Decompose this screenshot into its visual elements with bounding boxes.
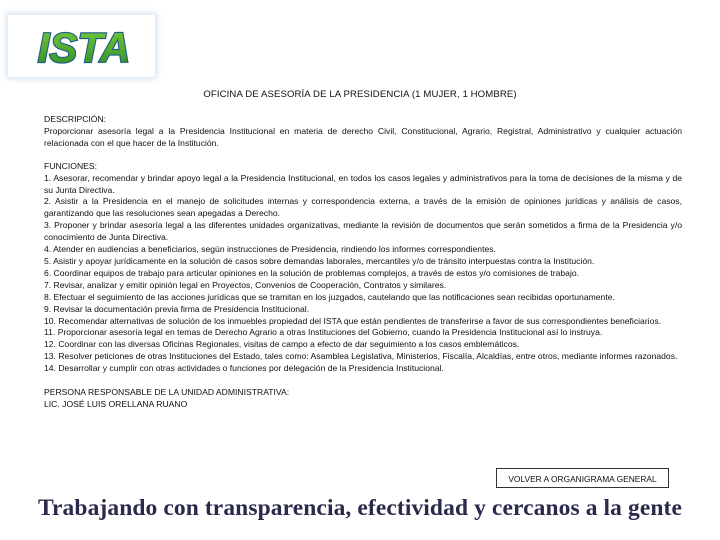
functions-list bbox=[44, 173, 682, 375]
function-item: 14. Desarrollar y cumplir con otras actividades o funciones por delegación de la Presidencia Institucional. bbox=[44, 363, 444, 374]
responsible-label: PERSONA RESPONSABLE DE LA UNIDAD ADMINISTRATIVA: bbox=[44, 387, 290, 398]
ista-logo-graphic bbox=[8, 15, 155, 77]
function-item: 13. Resolver peticiones de otras Instituciones del Estado, tales como: Asamblea Legislativa, Ministerios, Fiscalía, Alcaldías, entre otros, mediante informes razonados. bbox=[44, 351, 678, 362]
function-item: 4. Atender en audiencias a beneficiarios, según instrucciones de Presidencia, rindiendo los informes correspondientes. bbox=[44, 244, 496, 255]
function-item: 8. Efectuar el seguimiento de las acciones jurídicas que se tramitan en los juzgados, cautelando que las notificaciones sean recibidas oportunamente. bbox=[44, 291, 615, 302]
function-item: 12. Coordinar con las diversas Oficinas Regionales, visitas de campo a efecto de dar seguimiento a los casos emblemáticos. bbox=[44, 339, 520, 350]
logo-text: ISTA bbox=[37, 24, 131, 71]
main-content bbox=[44, 114, 682, 411]
function-item: 10. Recomendar alternativas de solución de los inmuebles propiedad del ISTA que están pendientes de transferirse a favor de sus correspondientes beneficiarios. bbox=[44, 315, 662, 326]
page-title: OFICINA DE ASESORÍA DE LA PRESIDENCIA (1 MUJER, 1 HOMBRE) bbox=[203, 89, 517, 100]
description-label: DESCRIPCIÓN: bbox=[44, 114, 107, 124]
back-to-org-chart-button[interactable]: VOLVER A ORGANIGRAMA GENERAL bbox=[496, 468, 669, 488]
functions-label: FUNCIONES: bbox=[44, 160, 97, 171]
responsible-section bbox=[44, 387, 682, 411]
function-item: 2. Asistir a la Presidencia en el manejo de solicitudes internas y correspondencia externa, a través de la emisión de opiniones jurídicas y análisis de casos, garantizando que las resoluciones sean apegadas a Derecho. bbox=[44, 196, 682, 219]
responsible-name: LIC. JOSÉ LUIS ORELLANA RUANO bbox=[44, 398, 188, 409]
function-item: 11. Proporcionar asesoría legal en temas de Derecho Agrario a otras Instituciones del Gobierno, cuando la Presidencia Institucional así lo instruya. bbox=[44, 327, 603, 338]
function-item: 7. Revisar, analizar y emitir opinión legal en Proyectos, Convenios de Cooperación, Contratos y similares. bbox=[44, 279, 447, 290]
description-text: Proporcionar asesoría legal a la Presidencia Institucional en materia de derecho Civil, Constitucional, Agrario, Registral, Administrativo y cualquier actuación relacionada con el que hacer de la Institución. bbox=[44, 125, 682, 148]
function-item: 6. Coordinar equipos de trabajo para articular opiniones en la solución de problemas complejos, a través de estos y/o comisiones de trabajo. bbox=[44, 267, 580, 278]
function-item: 3. Proponer y brindar asesoría legal a las diferentes unidades organizativas, mediante la revisión de documentos que serán sometidos a firma de la Presidencia y/o conocimiento de Junta Directiva. bbox=[44, 220, 682, 243]
function-item: 5. Asistir y apoyar jurídicamente en la solución de casos sobre demandas laborales, mercantiles y/o de tránsito interpuestas contra la Institución. bbox=[44, 255, 595, 266]
slogan: Trabajando con transparencia, efectividad y cercanos a la gente bbox=[37, 495, 682, 521]
function-item: 9. Revisar la documentación previa firma de Presidencia Institucional. bbox=[44, 303, 310, 314]
ista-logo bbox=[7, 14, 156, 78]
function-item: 1. Asesorar, recomendar y brindar apoyo legal a la Presidencia Institucional, en todos los casos legales y administrativos para la toma de decisiones de la misma y de su Junta Directiva. bbox=[44, 172, 682, 195]
